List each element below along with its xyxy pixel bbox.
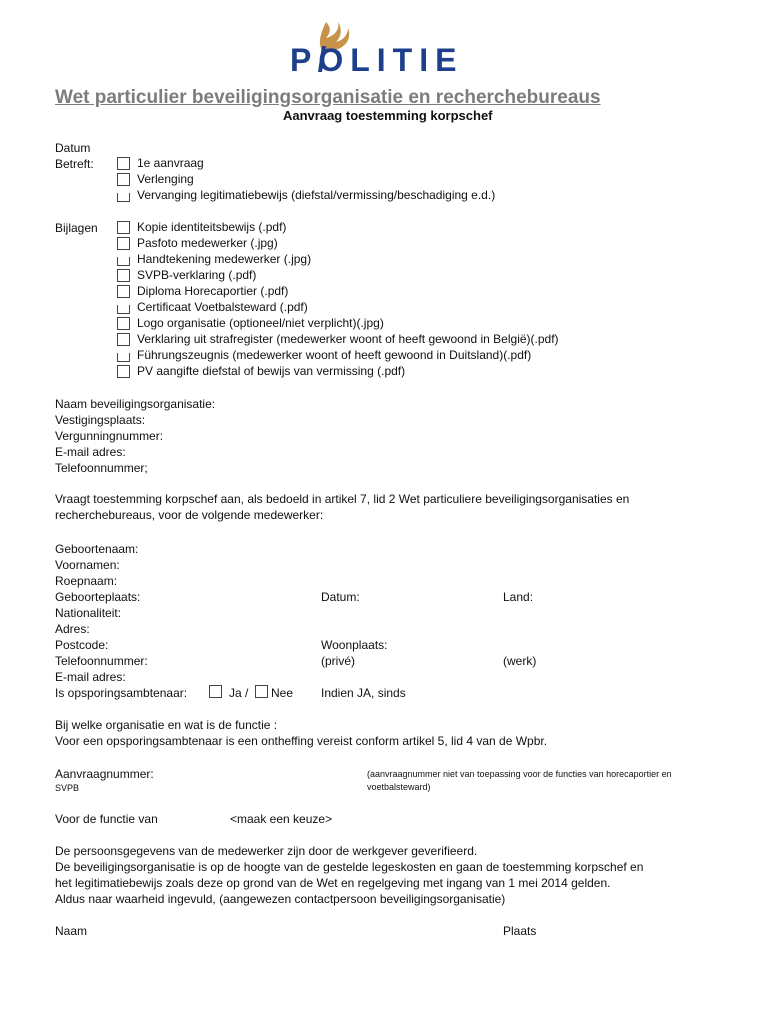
opsporing-ja-label: Ja /	[229, 686, 249, 700]
bijlage-item-6: Certificaat Voetbalsteward (.pdf)	[137, 300, 308, 314]
naam-label: Naam	[55, 924, 88, 938]
page-subtitle: Aanvraag toestemming korpschef	[283, 108, 493, 123]
declaration-line-1: De persoonsgegevens van de medewerker zijn door de werkgever geverifieerd.	[55, 844, 478, 858]
opsporing-label: Is opsporingsambtenaar:	[55, 686, 188, 700]
bijlage-item-8: Verklaring uit strafregister (medewerker woont of heeft gewoond in België)(.pdf)	[137, 332, 559, 346]
plaats-label: Plaats	[503, 924, 537, 938]
declaration-line-2: De beveiligingsorganisatie is op de hoogte van de gestelde legeskosten en gaan de toestemming korpschef en	[55, 860, 644, 874]
betreft-checkbox-1[interactable]	[117, 157, 130, 170]
betreft-checkbox-2[interactable]	[117, 173, 130, 186]
bijlage-checkbox-8[interactable]	[117, 333, 130, 346]
adres-label: Adres:	[55, 622, 90, 636]
aanvraagnummer-label: Aanvraagnummer:	[55, 767, 154, 781]
request-line-2: recherchebureaus, voor de volgende medewerker:	[55, 508, 324, 522]
postcode-label: Postcode:	[55, 638, 109, 652]
bijlage-checkbox-5[interactable]	[117, 285, 130, 298]
roepnaam-label: Roepnaam:	[55, 574, 118, 588]
betreft-option-1: 1e aanvraag	[137, 156, 204, 170]
geboorteplaats-label: Geboorteplaats:	[55, 590, 141, 604]
opsporing-sinds-label: Indien JA, sinds	[321, 686, 406, 700]
svpb-label: SVPB	[55, 783, 80, 793]
bijlage-checkbox-3[interactable]	[117, 257, 130, 266]
bijlage-item-7: Logo organisatie (optioneel/niet verplicht)(.jpg)	[137, 316, 384, 330]
telefoon-werk-label: (werk)	[503, 654, 537, 668]
org-vergunningnummer-label: Vergunningnummer:	[55, 429, 164, 443]
geboortedatum-label: Datum:	[321, 590, 360, 604]
opsporing-nee-checkbox[interactable]	[255, 685, 268, 698]
functie-dropdown[interactable]: <maak een keuze>	[230, 812, 333, 826]
bijlage-item-4: SVPB-verklaring (.pdf)	[137, 268, 257, 282]
bijlage-item-10: PV aangifte diefstal of bewijs van vermissing (.pdf)	[137, 364, 406, 378]
aanvraagnummer-note-1: (aanvraagnummer niet van toepassing voor de functies van horecaportier en	[367, 769, 672, 779]
nationaliteit-label: Nationaliteit:	[55, 606, 122, 620]
page-title: Wet particulier beveiligingsorganisatie en recherchebureaus	[55, 87, 601, 108]
declaration-line-3: het legitimatiebewijs zoals deze op grond van de Wet en regelgeving met ingang van 1 mei 2014 gelden.	[55, 876, 611, 890]
bijlage-checkbox-9[interactable]	[117, 353, 130, 362]
bijlage-item-2: Pasfoto medewerker (.jpg)	[137, 236, 278, 250]
bijlage-checkbox-7[interactable]	[117, 317, 130, 330]
bijlage-checkbox-6[interactable]	[117, 305, 130, 314]
bijlage-checkbox-1[interactable]	[117, 221, 130, 234]
org-telefoon-label: Telefoonnummer;	[55, 461, 148, 475]
bijlage-item-5: Diploma Horecaportier (.pdf)	[137, 284, 289, 298]
geboorteland-label: Land:	[503, 590, 534, 604]
employee-email-label: E-mail adres:	[55, 670, 126, 684]
functie-label: Voor de functie van	[55, 812, 158, 826]
opsporing-ja-checkbox[interactable]	[209, 685, 222, 698]
bijlagen-label: Bijlagen	[55, 221, 98, 235]
ontheffing-note: Voor een opsporingsambtenaar is een ontheffing vereist conform artikel 5, lid 4 van de Wpbr.	[55, 734, 548, 748]
bijlage-checkbox-2[interactable]	[117, 237, 130, 250]
opsporing-nee-label: Nee	[271, 686, 294, 700]
aanvraagnummer-note-2: voetbalsteward)	[367, 782, 431, 792]
org-vestigingsplaats-label: Vestigingsplaats:	[55, 413, 146, 427]
declaration-line-4: Aldus naar waarheid ingevuld, (aangewezen contactpersoon beveiligingsorganisatie)	[55, 892, 506, 906]
betreft-option-3: Vervanging legitimatiebewijs (diefstal/vermissing/beschadiging e.d.)	[137, 188, 496, 202]
datum-label: Datum	[55, 141, 91, 155]
telefoon-prive-label: (privé)	[321, 654, 356, 668]
bijlage-item-3: Handtekening medewerker (.jpg)	[137, 252, 312, 266]
org-email-label: E-mail adres:	[55, 445, 126, 459]
geboortenaam-label: Geboortenaam:	[55, 542, 139, 556]
bijlage-checkbox-10[interactable]	[117, 365, 130, 378]
bijlage-item-1: Kopie identiteitsbewijs (.pdf)	[137, 220, 287, 234]
request-line-1: Vraagt toestemming korpschef aan, als bedoeld in artikel 7, lid 2 Wet particuliere beveiligingsorganisaties en	[55, 492, 630, 506]
bijlage-item-9: Führungszeugnis (medewerker woont of heeft gewoond in Duitsland)(.pdf)	[137, 348, 532, 362]
logo-wordmark: POLITIE	[290, 42, 464, 78]
woonplaats-label: Woonplaats:	[321, 638, 388, 652]
betreft-option-2: Verlenging	[137, 172, 194, 186]
org-naam-label: Naam beveiligingsorganisatie:	[55, 397, 216, 411]
betreft-label: Betreft:	[55, 157, 94, 171]
voornamen-label: Voornamen:	[55, 558, 120, 572]
betreft-checkbox-3[interactable]	[117, 193, 130, 202]
bijlage-checkbox-4[interactable]	[117, 269, 130, 282]
functie-vraag: Bij welke organisatie en wat is de functie :	[55, 718, 278, 732]
telefoonnummer-label: Telefoonnummer:	[55, 654, 148, 668]
